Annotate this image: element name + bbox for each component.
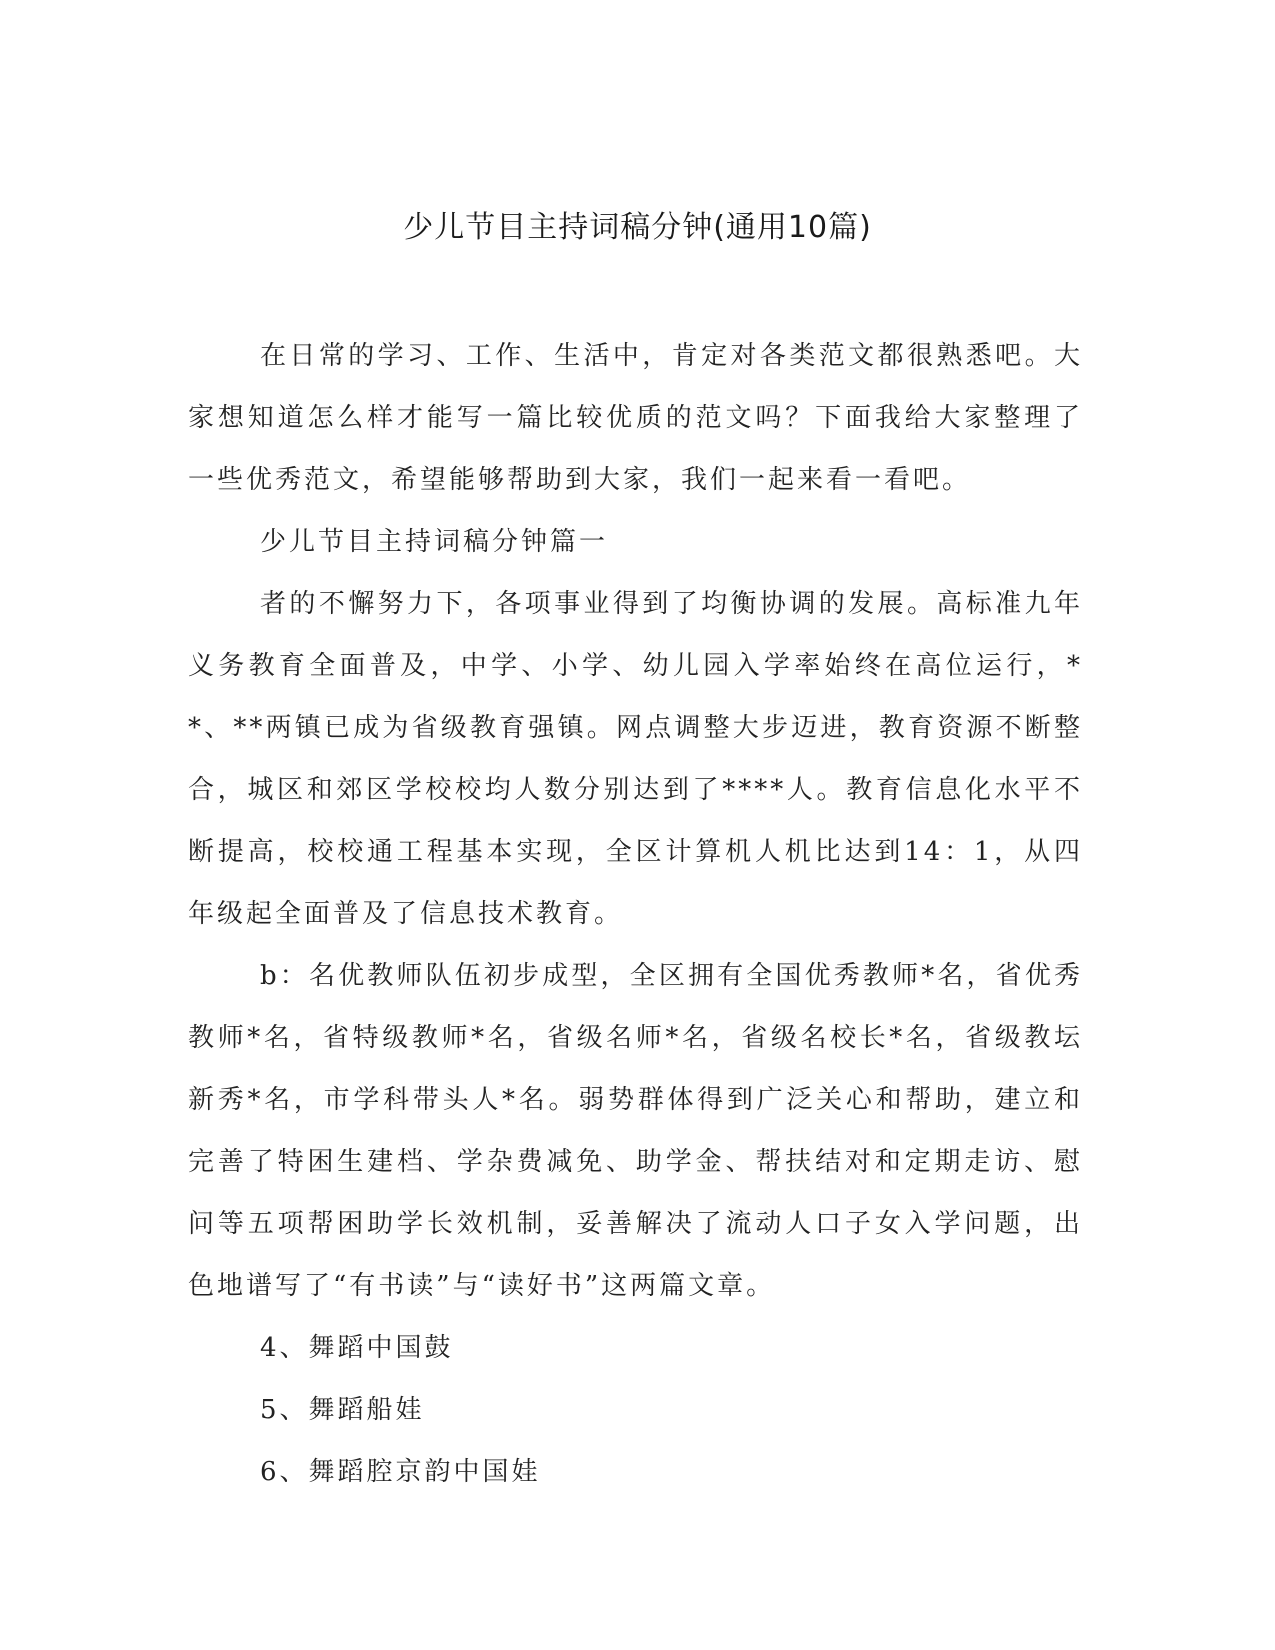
list-item: 5、舞蹈船娃	[260, 1395, 425, 1425]
body-paragraph: b：名优教师队伍初步成型，全区拥有全国优秀教师*名，省优秀教师*名，省特级教师*名，省级名师*名，省级名校长*名，省级教坛新秀*名，市学科带头人*名。弱势群体得到广泛关心和帮助，建立和完善了特困生建档、学杂费减免、助学金、帮扶结对和定期走访、慰问等五项帮困助学长效机制，妥善解决了流动人口子女入学问题，出色地谱写了“有书读”与“读好书”这两篇文章。	[188, 961, 1083, 1301]
body-paragraph: 者的不懈努力下，各项事业得到了均衡协调的发展。高标准九年义务教育全面普及，中学、小学、幼儿园入学率始终在高位运行，**、**两镇已成为省级教育强镇。网点调整大步迈进，教育资源不断整合，城区和郊区学校校均人数分别达到了****人。教育信息化水平不断提高，校校通工程基本实现，全区计算机人机比达到14：1，从四年级起全面普及了信息技术教育。	[188, 589, 1083, 929]
list-item: 6、舞蹈腔京韵中国娃	[260, 1457, 541, 1487]
document-title: 少儿节目主持词稿分钟(通用10篇)	[403, 210, 872, 245]
document-body	[188, 325, 1083, 1503]
intro-paragraph: 在日常的学习、工作、生活中，肯定对各类范文都很熟悉吧。大家想知道怎么样才能写一篇比较优质的范文吗？下面我给大家整理了一些优秀范文，希望能够帮助到大家，我们一起来看一看吧。	[188, 341, 1083, 495]
section-heading: 少儿节目主持词稿分钟篇一	[260, 527, 609, 557]
list-item: 4、舞蹈中国鼓	[260, 1333, 454, 1363]
